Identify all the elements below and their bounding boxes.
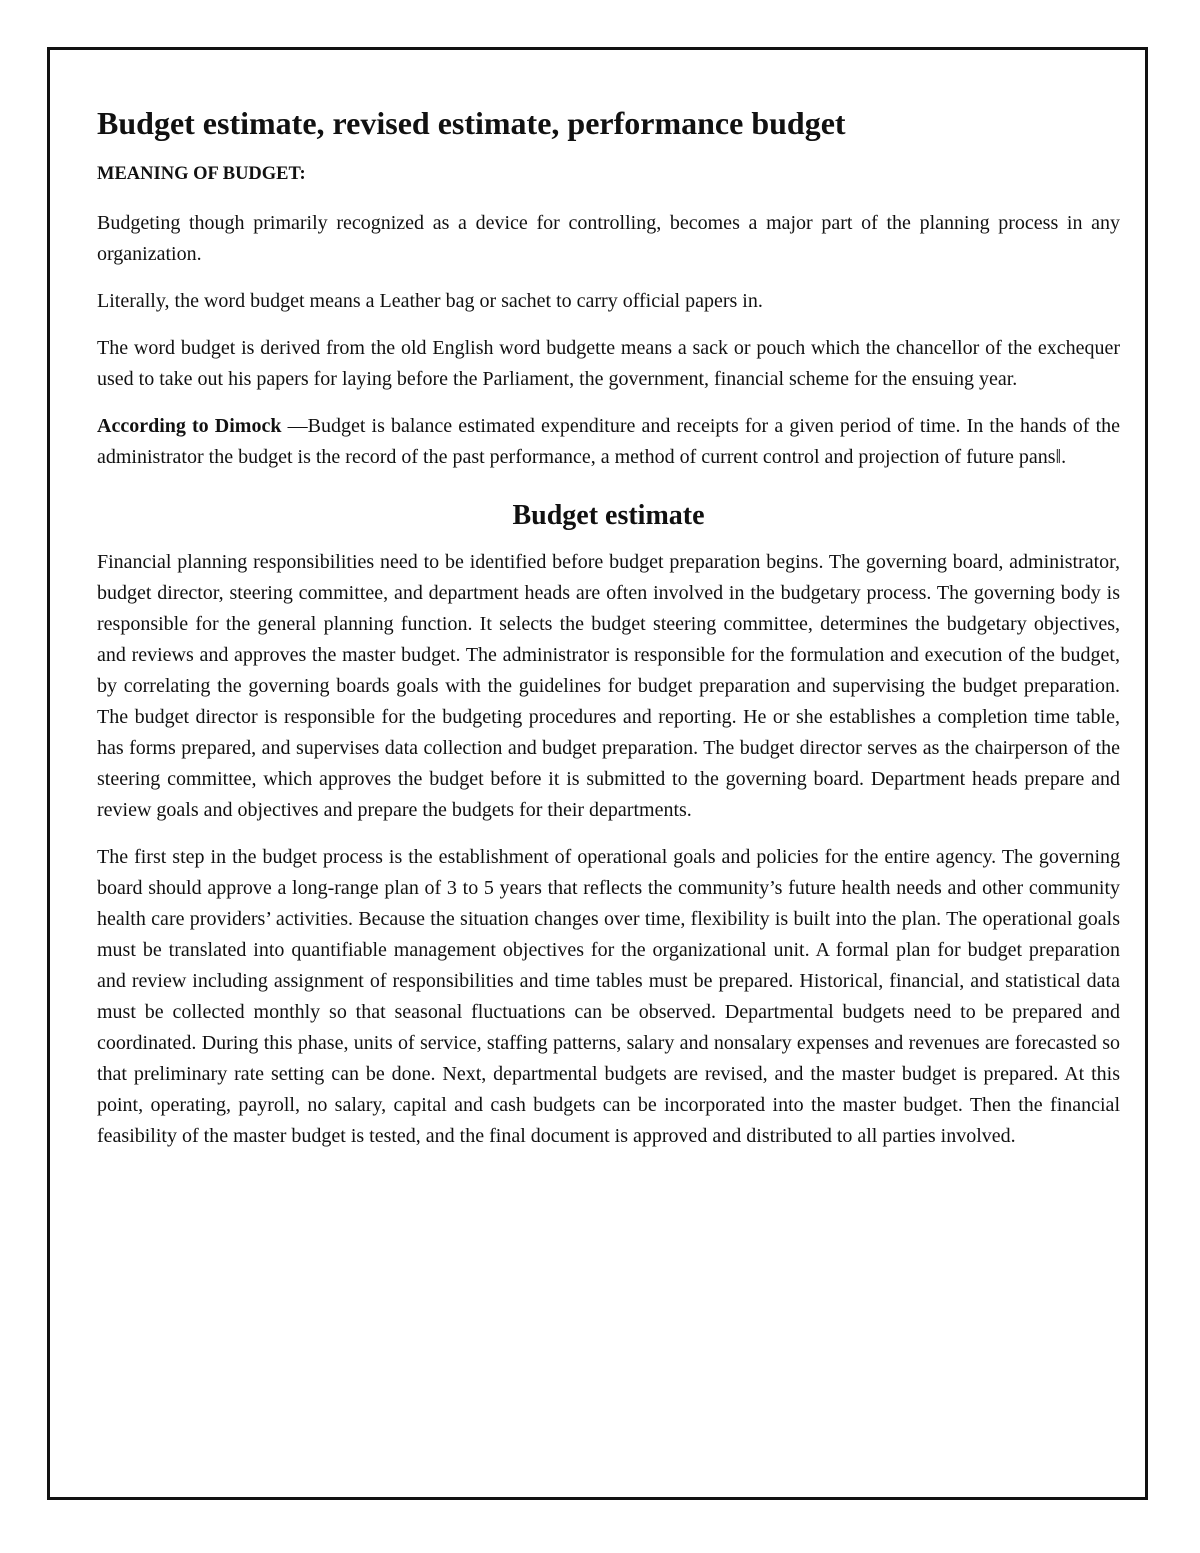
- budget-estimate-paragraph-2: The first step in the budget process is the establishment of operational goals and policies for the entire agency. The governing board should approve a long-range plan of 3 to 5 years that reflects the community’s future health needs and other community health care providers’ activities. Because the situation changes over time, flexibility is built into the plan. The operational goals must be translated into quantifiable management objectives for the organizational unit. A formal plan for budget preparation and review including assignment of responsibilities and time tables must be prepared. Historical, financial, and statistical data must be collected monthly so that seasonal fluctuations can be observed. Departmental budgets need to be prepared and coordinated. During this phase, units of service, staffing patterns, salary and nonsalary expenses and revenues are forecasted so that preliminary rate setting can be done. Next, departmental budgets are revised, and the master budget is prepared. At this point, operating, payroll, no salary, capital and cash budgets can be incorporated into the master budget. Then the financial feasibility of the master budget is tested, and the final document is approved and distributed to all parties involved.: [97, 845, 1120, 1147]
- meaning-paragraph-3: The word budget is derived from the old English word budgette means a sack or pouch which the chancellor of the exchequer used to take out his papers for laying before the Parliament, the government, financial scheme for the ensuing year.: [97, 337, 1120, 391]
- dimock-text: ―Budget is balance estimated expenditure and receipts for a given period of time. In the hands of the administrator the budget is the record of the past performance, a method of current control and projection of future pans‖.: [97, 415, 1120, 469]
- dimock-lead: According to Dimock: [97, 415, 282, 438]
- document-title: Budget estimate, revised estimate, performance budget: [97, 105, 846, 141]
- budget-estimate-heading: Budget estimate: [512, 500, 705, 532]
- budget-estimate-paragraph-1: Financial planning responsibilities need to be identified before budget preparation begins. The governing board, administrator, budget director, steering committee, and department heads are often involved in the budgetary process. The governing body is responsible for the general planning function. It selects the budget steering committee, determines the budgetary objectives, and reviews and approves the master budget. The administrator is responsible for the formulation and execution of the budget, by correlating the governing boards goals with the guidelines for budget preparation and supervising the budget preparation. The budget director is responsible for the budgeting procedures and reporting. He or she establishes a completion time table, has forms prepared, and supervises data collection and budget preparation. The budget director serves as the chairperson of the steering committee, which approves the budget before it is submitted to the governing board. Department heads prepare and review goals and objectives and prepare the budgets for their departments.: [97, 550, 1120, 821]
- document-body: [97, 104, 1120, 1168]
- meaning-heading: MEANING OF BUDGET:: [97, 164, 306, 185]
- meaning-paragraph-1: Budgeting though primarily recognized as a device for controlling, becomes a major part of the planning process in any organization.: [97, 212, 1120, 266]
- meaning-paragraph-2: Literally, the word budget means a Leather bag or sachet to carry official papers in.: [97, 290, 763, 313]
- dimock-paragraph: [97, 411, 1120, 473]
